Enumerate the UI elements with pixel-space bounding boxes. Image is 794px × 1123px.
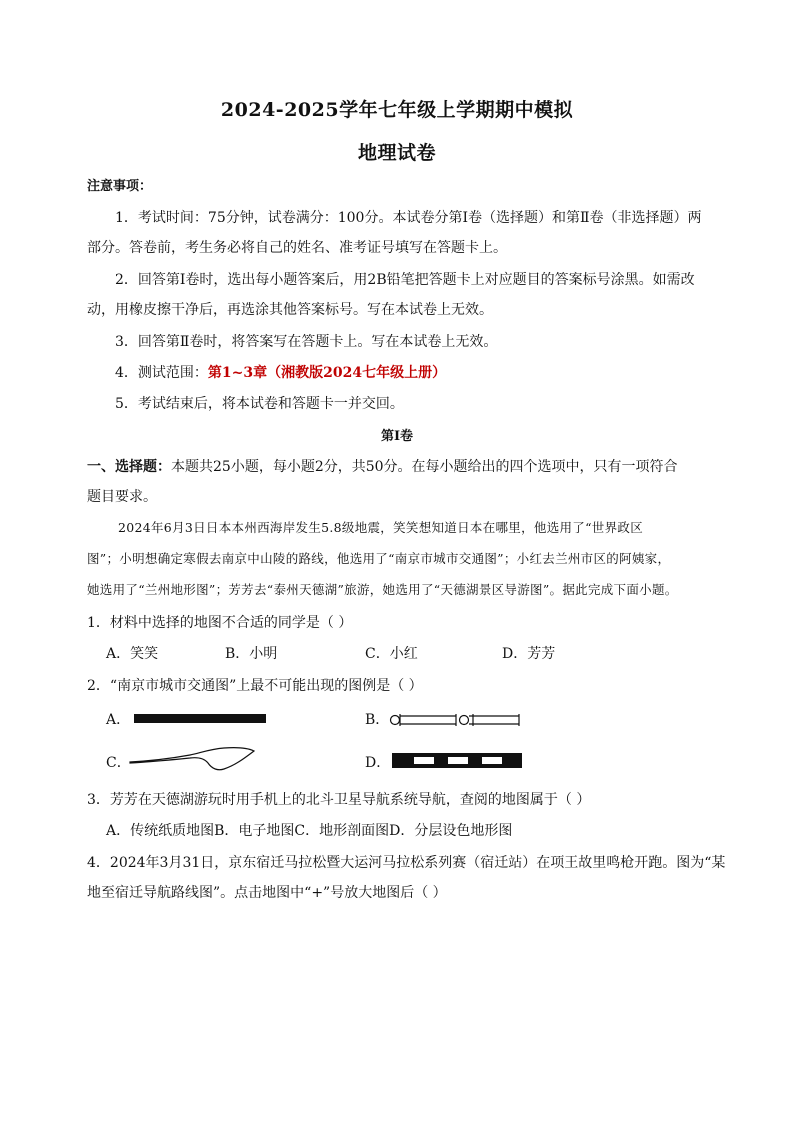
note-1-line-2: 部分。答卷前，考生务必将自己的姓名、准考证号填写在答题卡上。 bbox=[87, 240, 507, 256]
legend-railway-symbol bbox=[392, 752, 524, 770]
note-1-line-1: 1．考试时间：75分钟，试卷满分：100分。本试卷分第Ⅰ卷（选择题）和第Ⅱ卷（非选择题）两 bbox=[115, 210, 702, 226]
q2-option-d: D． bbox=[365, 755, 391, 771]
exam-subtitle: 地理试卷 bbox=[357, 142, 436, 164]
legend-railway-station-symbol bbox=[387, 708, 521, 732]
q2-option-a: A． bbox=[106, 712, 131, 728]
q4-line-1: 4．2024年3月31日，京东宿迁马拉松暨大运河马拉松系列赛（宿迁站）在项王故里鸣枪开跑。图为“某 bbox=[87, 855, 726, 871]
q2-option-b: B． bbox=[365, 712, 390, 728]
legend-thick-line-symbol bbox=[134, 712, 268, 726]
note-4 bbox=[115, 363, 446, 383]
section-intro-line-2: 题目要求。 bbox=[87, 489, 157, 505]
note-3: 3．回答第Ⅱ卷时，将答案写在答题卡上。写在本试卷上无效。 bbox=[115, 334, 498, 350]
q4-line-2: 地至宿迁导航路线图”。点击地图中“+”号放大地图后（ ） bbox=[87, 885, 447, 901]
q3-stem: 3．芳芳在天德湖游玩时用手机上的北斗卫星导航系统导航，查阅的地图属于（ ） bbox=[87, 792, 591, 808]
q3-options: A．传统纸质地图B．电子地图C．地形剖面图D．分层设色地形图 bbox=[106, 823, 513, 839]
exam-title: 2024-2025学年七年级上学期期中模拟 bbox=[220, 99, 574, 121]
q2-option-c: C． bbox=[106, 755, 131, 771]
section-intro-rest: 本题共25小题，每小题2分，共50分。在每小题给出的四个选项中，只有一项符合 bbox=[171, 459, 678, 475]
material-line-3: 她选用了“兰州地形图”；芳芳去“泰州天德湖”旅游，她选用了“天德湖景区导游图”。据此完成下面小题。 bbox=[87, 582, 678, 597]
material-line-1: 2024年6月3日日本本州西海岸发生5.8级地震，笑笑想知道日本在哪里，他选用了“世界政区 bbox=[118, 520, 643, 535]
section-title: 第Ⅰ卷 bbox=[380, 429, 414, 444]
q1-option-d: D．芳芳 bbox=[502, 646, 556, 662]
section-intro-line-1 bbox=[87, 457, 678, 477]
note-4-prefix: 4．测试范围： bbox=[115, 365, 208, 381]
q1-option-a: A．笑笑 bbox=[106, 646, 159, 662]
q1-option-c: C．小红 bbox=[365, 646, 418, 662]
section-intro-head: 一、选择题： bbox=[87, 459, 171, 475]
note-4-scope: 第1~3章（湘教版2024七年级上册） bbox=[207, 365, 447, 381]
q2-stem: 2．“南京市城市交通图”上最不可能出现的图例是（ ） bbox=[87, 678, 423, 694]
note-2-line-2: 动，用橡皮擦干净后，再选涂其他答案标号。写在本试卷上无效。 bbox=[87, 302, 493, 318]
notes-heading: 注意事项： bbox=[87, 179, 153, 194]
note-2-line-1: 2．回答第Ⅰ卷时，选出每小题答案后，用2B铅笔把答题卡上对应题目的答案标号涂黑。如需改 bbox=[115, 272, 695, 288]
material-line-2: 图”；小明想确定寒假去南京中山陵的路线，他选用了“南京市城市交通图”；小红去兰州市区的阿姨家， bbox=[87, 551, 671, 566]
note-5: 5．考试结束后，将本试卷和答题卡一并交回。 bbox=[115, 396, 404, 412]
legend-river-symbol bbox=[128, 745, 258, 775]
q1-stem: 1．材料中选择的地图不合适的同学是（ ） bbox=[87, 615, 353, 631]
q1-option-b: B．小明 bbox=[225, 646, 278, 662]
